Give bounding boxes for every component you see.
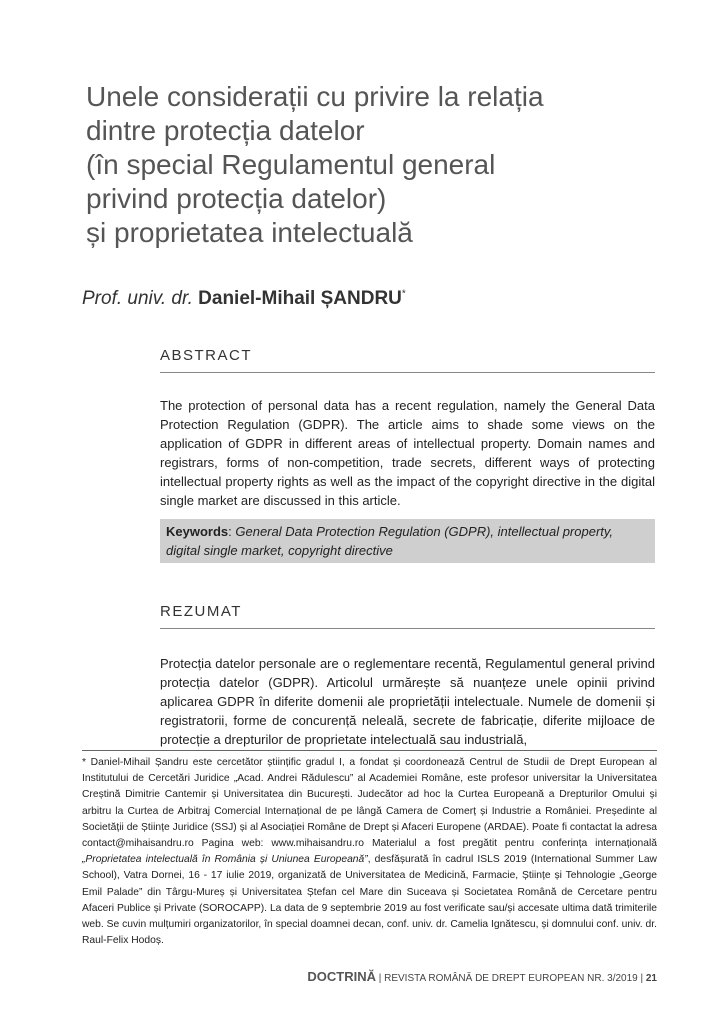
title-line: Unele considerații cu privire la relația xyxy=(86,81,544,112)
abstract-text: The protection of personal data has a recent regulation, namely the General Data Protection Regulation (GDPR). The article aims to shade some views on the application of GDPR in different areas of intellectual property. Domain names and registrars, forms of non-competition, trade secrets, different ways of protecting intellectual property rights as well as the impact of the copyright directive in the digital single market are discussed in this article. xyxy=(160,398,655,508)
rezumat-text: Protecția datelor personale are o reglementare recentă, Regulamentul general privind protecția datelor (GDPR). Articolul urmărește să nuanțeze unele opinii privind aplicarea GDPR în diferite domenii ale proprietății intelectuale. Numele de domenii și registratorii, forme de concurență neleală, secrete de fabricație, diferite mijloace de protecție a drepturilor de proprietate intelectuală sau industrială, xyxy=(160,656,655,747)
footnote-divider xyxy=(82,750,657,751)
footer-separator: | xyxy=(375,973,385,984)
article-title xyxy=(86,80,646,250)
footnote-text-part1: * Daniel-Mihail Șandru este cercetător științific gradul I, a fondat și coordonează Centrul de Studii de Drept European al Institutului de Cercetări Juridice „Acad. Andrei Rădulescu” al Academiei Române, este profesor universitar la Universitatea Creștină Dimitrie Cantemir și Universitatea din București. Judecător ad hoc la Curtea Europeană a Drepturilor Omului și arbitru la Curtea de Arbitraj Comercial Internațional de pe lângă Camera de Comerț și Industrie a României. Președinte al Societății de Științe Juridice (SSJ) și al Asociației Române de Drept și Afaceri Europene (ARDAE). Poate fi contactat la adresa contact@mihaisandru.ro Pagina web: www.mihaisandru.ro Materialul a fost pregătit pentru conferința internațională xyxy=(82,757,657,850)
author-footnote xyxy=(82,755,657,949)
footer-separator: | xyxy=(637,973,646,984)
footnote-marker: * xyxy=(401,288,406,300)
keywords-separator: : xyxy=(228,524,236,539)
author-name: Daniel-Mihail ȘANDRU xyxy=(198,288,402,309)
author-role: Prof. univ. dr. xyxy=(82,288,193,309)
title-line: dintre protecția datelor xyxy=(86,115,365,146)
footnote-conference-title: „Proprietatea intelectuală în România și Uniunea Europeană” xyxy=(82,854,368,866)
keywords-label: Keywords xyxy=(166,524,229,539)
title-line: și proprietatea intelectuală xyxy=(86,217,413,248)
keywords-text: General Data Protection Regulation (GDPR), intellectual property, digital single market, copyright directive xyxy=(166,524,614,558)
footer-journal: REVISTA ROMÂNĂ DE DREPT EUROPEAN NR. 3/2019 xyxy=(384,973,638,984)
author-line xyxy=(82,288,406,310)
keywords-box xyxy=(160,519,655,563)
title-line: (în special Regulamentul general xyxy=(86,149,496,180)
title-line: privind protecția datelor) xyxy=(86,183,387,214)
page-footer xyxy=(307,969,657,984)
rezumat-heading: REZUMAT xyxy=(160,603,655,629)
footnote-text-part2: , desfășurată în cadrul ISLS 2019 (International Summer Law School), Vatra Dornei, 16 - 17 iulie 2019, organizată de Universitatea de Medicină, Farmacie, Științe și Tehnologie „George Emil Palade” din Târgu-Mureș și Universitatea Ștefan cel Mare din Suceava și Societatea Română de Cercetare pentru Afaceri Publice și Private (SOROCAPP). La data de 9 septembrie 2019 au fost verificate sau/și accesate ultima dată trimiterile web. Se cuvin mulțumiri organizatorilor, în special doamnei decan, conf. univ. dr. Camelia Ignătescu, și domnului conf. univ. dr. Raul-Felix Hodoș. xyxy=(82,854,657,947)
page-number: 21 xyxy=(645,973,657,984)
footer-section: DOCTRINĂ xyxy=(307,969,376,984)
abstract-heading: ABSTRACT xyxy=(160,347,655,373)
